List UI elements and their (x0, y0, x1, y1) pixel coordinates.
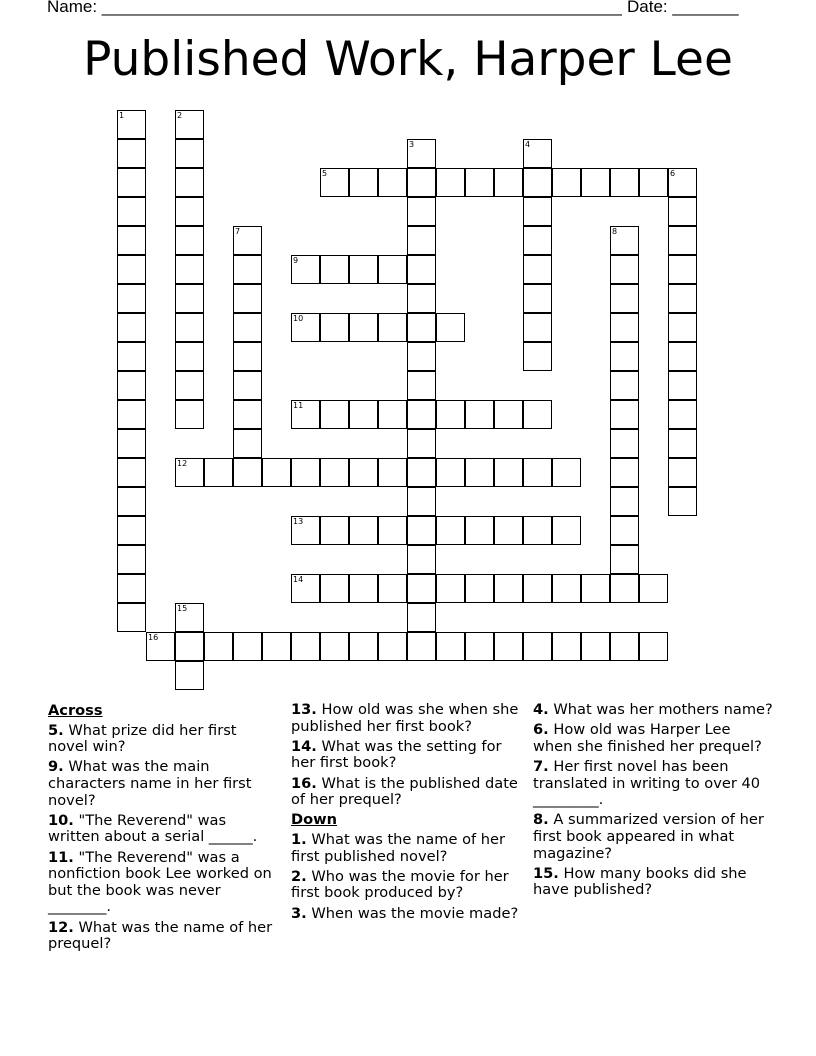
grid-cell[interactable] (639, 632, 668, 661)
cell-number: 15 (177, 604, 188, 613)
grid-cell[interactable] (494, 458, 523, 487)
grid-cell[interactable] (465, 400, 494, 429)
grid-cell[interactable] (523, 516, 552, 545)
grid-cell[interactable] (668, 487, 697, 516)
grid-cell[interactable] (639, 168, 668, 197)
grid-cell[interactable] (378, 400, 407, 429)
grid-cell[interactable] (407, 516, 436, 545)
grid-cell[interactable] (668, 197, 697, 226)
grid-cell[interactable] (436, 632, 465, 661)
grid-cell[interactable] (610, 313, 639, 342)
grid-cell[interactable] (610, 545, 639, 574)
cell-number: 16 (148, 633, 159, 642)
grid-cell[interactable] (262, 632, 291, 661)
clue-down-8: 8. A summarized version of her first book appeared in what magazine? (533, 811, 764, 862)
grid-cell[interactable] (117, 313, 146, 342)
grid-cell[interactable] (320, 574, 349, 603)
grid-cell[interactable] (233, 429, 262, 458)
grid-cell[interactable] (668, 429, 697, 458)
grid-cell[interactable] (610, 516, 639, 545)
grid-cell[interactable] (175, 661, 204, 690)
grid-cell[interactable] (349, 574, 378, 603)
grid-cell[interactable] (233, 284, 262, 313)
grid-cell[interactable] (552, 516, 581, 545)
grid-cell[interactable] (407, 197, 436, 226)
grid-cell[interactable] (349, 458, 378, 487)
grid-cell[interactable] (378, 632, 407, 661)
grid-cell[interactable] (407, 429, 436, 458)
clue-down-3: 3. When was the movie made? (291, 904, 519, 922)
grid-cell[interactable] (349, 313, 378, 342)
grid-cell[interactable] (175, 342, 204, 371)
cell-number: 7 (235, 227, 241, 236)
grid-cell[interactable] (204, 632, 233, 661)
grid-cell[interactable] (407, 487, 436, 516)
clue-column-1 (48, 702, 280, 956)
grid-cell[interactable] (117, 139, 146, 168)
grid-cell[interactable] (610, 632, 639, 661)
grid-cell[interactable] (407, 545, 436, 574)
grid-cell[interactable] (610, 574, 639, 603)
clue-down-7: 7. Her first novel has been translated in writing to over 40 _________. (533, 757, 761, 809)
grid-cell[interactable] (552, 168, 581, 197)
cell-number: 5 (322, 169, 328, 178)
grid-cell[interactable] (668, 226, 697, 255)
grid-cell[interactable] (233, 255, 262, 284)
grid-cell[interactable] (175, 371, 204, 400)
grid-cell[interactable] (523, 284, 552, 313)
grid-cell[interactable] (117, 255, 146, 284)
clue-across-14: 14. What was the setting for her first book? (291, 737, 502, 772)
grid-cell[interactable] (378, 313, 407, 342)
grid-cell[interactable] (175, 313, 204, 342)
grid-cell[interactable] (465, 168, 494, 197)
clue-down-4: 4. What was her mothers name? (533, 701, 773, 718)
grid-cell[interactable] (494, 574, 523, 603)
grid-cell[interactable] (407, 632, 436, 661)
grid-cell[interactable] (639, 574, 668, 603)
grid-cell[interactable] (117, 168, 146, 197)
grid-cell[interactable] (378, 574, 407, 603)
grid-cell[interactable] (175, 197, 204, 226)
grid-cell[interactable] (407, 226, 436, 255)
grid-cell[interactable] (494, 516, 523, 545)
grid-cell[interactable] (291, 400, 320, 429)
grid-cell[interactable] (668, 168, 697, 197)
grid-cell[interactable] (175, 226, 204, 255)
grid-cell[interactable] (668, 458, 697, 487)
grid-cell[interactable] (407, 313, 436, 342)
grid-cell[interactable] (320, 255, 349, 284)
grid-cell[interactable] (407, 574, 436, 603)
grid-cell[interactable] (436, 313, 465, 342)
grid-cell[interactable] (407, 255, 436, 284)
grid-cell[interactable] (291, 255, 320, 284)
grid-cell[interactable] (523, 632, 552, 661)
grid-cell[interactable] (436, 574, 465, 603)
grid-cell[interactable] (407, 458, 436, 487)
grid-cell[interactable] (233, 342, 262, 371)
grid-cell[interactable] (552, 632, 581, 661)
grid-cell[interactable] (291, 516, 320, 545)
grid-cell[interactable] (349, 516, 378, 545)
grid-cell[interactable] (175, 632, 204, 661)
cell-number: 10 (293, 314, 304, 323)
cell-number: 6 (670, 169, 676, 178)
grid-cell[interactable] (117, 458, 146, 487)
grid-cell[interactable] (320, 168, 349, 197)
grid-cell[interactable] (668, 313, 697, 342)
grid-cell[interactable] (291, 458, 320, 487)
grid-cell[interactable] (117, 226, 146, 255)
grid-cell[interactable] (494, 400, 523, 429)
grid-cell[interactable] (494, 632, 523, 661)
grid-cell[interactable] (117, 197, 146, 226)
cell-number: 1 (119, 111, 125, 120)
grid-cell[interactable] (407, 284, 436, 313)
clue-column-2 (291, 702, 523, 926)
clue-across-5: 5. What prize did her first novel win? (48, 721, 237, 756)
grid-cell[interactable] (117, 487, 146, 516)
grid-cell[interactable] (320, 458, 349, 487)
clue-down-2: 2. Who was the movie for her first book produced by? (291, 867, 509, 902)
date-field: Date: _______ (627, 0, 739, 16)
cell-number: 3 (409, 140, 415, 149)
grid-cell[interactable] (233, 226, 262, 255)
grid-cell[interactable] (320, 632, 349, 661)
grid-cell[interactable] (117, 429, 146, 458)
grid-cell[interactable] (117, 574, 146, 603)
grid-cell[interactable] (465, 516, 494, 545)
grid-cell[interactable] (175, 603, 204, 632)
grid-cell[interactable] (175, 255, 204, 284)
grid-cell[interactable] (349, 632, 378, 661)
grid-cell[interactable] (378, 168, 407, 197)
grid-cell[interactable] (465, 632, 494, 661)
grid-cell[interactable] (117, 516, 146, 545)
grid-cell[interactable] (349, 255, 378, 284)
grid-cell[interactable] (233, 371, 262, 400)
grid-cell[interactable] (233, 313, 262, 342)
grid-cell[interactable] (610, 371, 639, 400)
grid-cell[interactable] (436, 458, 465, 487)
grid-cell[interactable] (523, 139, 552, 168)
grid-cell[interactable] (117, 342, 146, 371)
grid-cell[interactable] (320, 313, 349, 342)
clue-across-16: 16. What is the published date of her prequel? (291, 774, 518, 809)
cell-number: 14 (293, 575, 304, 584)
grid-cell[interactable] (175, 284, 204, 313)
grid-cell[interactable] (117, 371, 146, 400)
cell-number: 11 (293, 401, 304, 410)
grid-cell[interactable] (349, 400, 378, 429)
grid-cell[interactable] (146, 632, 175, 661)
grid-cell[interactable] (262, 458, 291, 487)
grid-cell[interactable] (523, 342, 552, 371)
grid-cell[interactable] (175, 110, 204, 139)
grid-cell[interactable] (523, 226, 552, 255)
grid-cell[interactable] (494, 168, 523, 197)
grid-cell[interactable] (117, 603, 146, 632)
grid-cell[interactable] (668, 400, 697, 429)
grid-cell[interactable] (610, 284, 639, 313)
grid-cell[interactable] (407, 168, 436, 197)
grid-cell[interactable] (581, 168, 610, 197)
clue-across-9: 9. What was the main characters name in her first novel? (48, 758, 252, 809)
grid-cell[interactable] (407, 400, 436, 429)
grid-cell[interactable] (378, 255, 407, 284)
grid-cell[interactable] (117, 545, 146, 574)
grid-cell[interactable] (175, 139, 204, 168)
cell-number: 9 (293, 256, 299, 265)
grid-cell[interactable] (552, 458, 581, 487)
clue-across-10: 10. "The Reverend" was written about a serial ______. (48, 811, 258, 846)
grid-cell[interactable] (523, 255, 552, 284)
down-heading: Down (291, 811, 338, 829)
grid-cell[interactable] (581, 574, 610, 603)
grid-cell[interactable] (436, 516, 465, 545)
grid-cell[interactable] (291, 574, 320, 603)
grid-cell[interactable] (465, 574, 494, 603)
grid-cell[interactable] (117, 110, 146, 139)
grid-cell[interactable] (175, 168, 204, 197)
clue-across-11: 11. "The Reverend" was a nonfiction book Lee worked on but the book was never ________. (48, 848, 272, 916)
grid-cell[interactable] (610, 255, 639, 284)
grid-cell[interactable] (291, 313, 320, 342)
cell-number: 12 (177, 459, 188, 468)
grid-cell[interactable] (117, 400, 146, 429)
grid-cell[interactable] (668, 342, 697, 371)
grid-cell[interactable] (610, 458, 639, 487)
clue-down-6: 6. How old was Harper Lee when she finished her prequel? (533, 721, 762, 755)
grid-cell[interactable] (523, 458, 552, 487)
clue-across-12: 12. What was the name of her prequel? (48, 918, 273, 953)
grid-cell[interactable] (320, 516, 349, 545)
cell-number: 4 (525, 140, 531, 149)
grid-cell[interactable] (610, 342, 639, 371)
clue-down-1: 1. What was the name of her first published novel? (291, 830, 505, 865)
cell-number: 13 (293, 517, 304, 526)
grid-cell[interactable] (291, 632, 320, 661)
grid-cell[interactable] (117, 284, 146, 313)
grid-cell[interactable] (378, 516, 407, 545)
grid-cell[interactable] (523, 168, 552, 197)
cell-number: 8 (612, 227, 618, 236)
grid-cell[interactable] (233, 632, 262, 661)
grid-cell[interactable] (668, 255, 697, 284)
grid-cell[interactable] (407, 139, 436, 168)
grid-cell[interactable] (523, 574, 552, 603)
clue-across-13: 13. How old was she when she published her first book? (291, 701, 519, 735)
grid-cell[interactable] (233, 458, 262, 487)
name-field: Name: _______________________________________________________ (47, 0, 622, 16)
page-title: Published Work, Harper Lee (83, 32, 733, 87)
grid-cell[interactable] (204, 458, 233, 487)
grid-cell[interactable] (552, 574, 581, 603)
clue-column-3 (533, 702, 773, 903)
grid-cell[interactable] (523, 400, 552, 429)
across-heading: Across (48, 702, 103, 719)
grid-cell[interactable] (233, 400, 262, 429)
grid-cell[interactable] (436, 400, 465, 429)
grid-cell[interactable] (407, 371, 436, 400)
grid-cell[interactable] (407, 342, 436, 371)
grid-cell[interactable] (610, 226, 639, 255)
grid-cell[interactable] (175, 400, 204, 429)
cell-number: 2 (177, 111, 183, 120)
grid-cell[interactable] (523, 313, 552, 342)
grid-cell[interactable] (668, 371, 697, 400)
clue-down-15: 15. How many books did she have published? (533, 864, 747, 899)
grid-cell[interactable] (407, 603, 436, 632)
grid-cell[interactable] (610, 400, 639, 429)
grid-cell[interactable] (320, 400, 349, 429)
grid-cell[interactable] (610, 429, 639, 458)
grid-cell[interactable] (581, 632, 610, 661)
grid-cell[interactable] (523, 197, 552, 226)
grid-cell[interactable] (668, 284, 697, 313)
grid-cell[interactable] (436, 168, 465, 197)
grid-cell[interactable] (349, 168, 378, 197)
grid-cell[interactable] (465, 458, 494, 487)
grid-cell[interactable] (378, 458, 407, 487)
grid-cell[interactable] (610, 487, 639, 516)
grid-cell[interactable] (610, 168, 639, 197)
grid-cell[interactable] (175, 458, 204, 487)
